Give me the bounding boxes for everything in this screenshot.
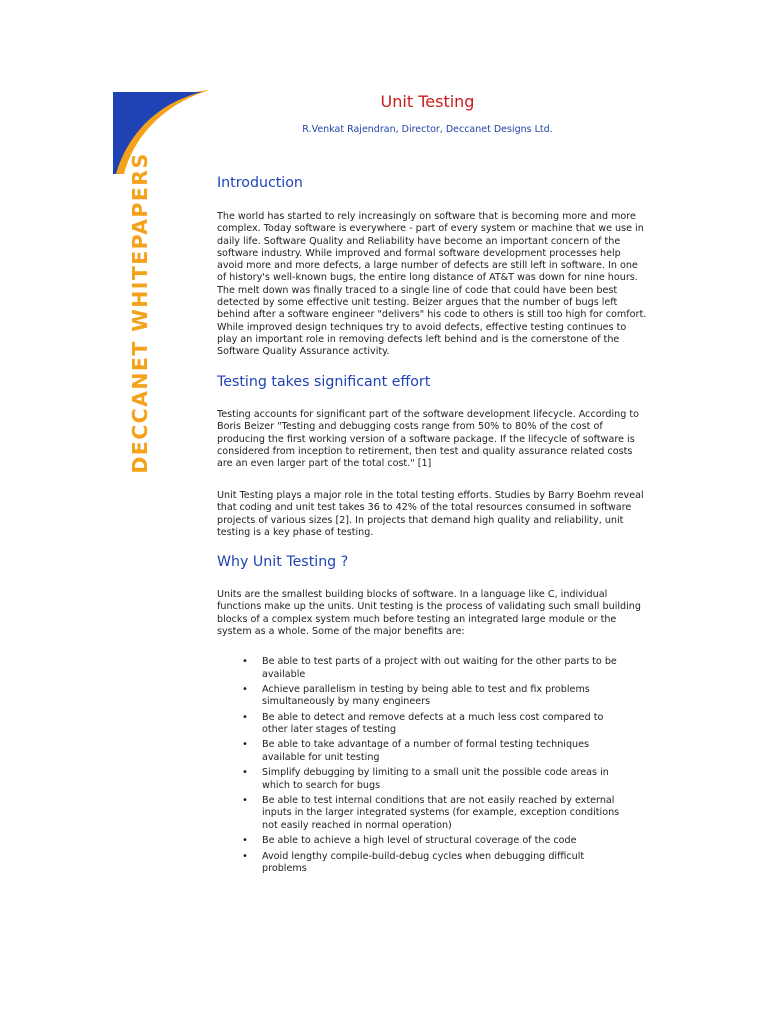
bullet-icon: • <box>242 656 248 667</box>
paragraph-why-unit-testing: Units are the smallest building blocks of software. In a language like C, individual functions make up the units. Unit testing is the process of validating such small building blocks of a complex system much before testing an integrated large module or the system as a whole. Some of the major benefits are: <box>217 589 641 637</box>
list-item-text: Be able to detect and remove defects at a much less cost compared to other later stages of testing <box>262 711 604 736</box>
heading-introduction: Introduction <box>217 175 303 191</box>
bullet-icon: • <box>242 683 248 695</box>
list-item-text: Avoid lengthy compile-build-debug cycles when debugging difficult problems <box>262 850 585 875</box>
list-item <box>217 684 627 709</box>
bullet-icon: • <box>242 850 248 862</box>
benefits-list <box>217 656 627 878</box>
list-item <box>217 835 627 848</box>
bullet-icon: • <box>242 739 248 751</box>
heading-testing-effort: Testing takes significant effort <box>217 374 431 390</box>
list-item <box>217 767 627 792</box>
list-item-text: Be able to take advantage of a number of formal testing techniques available for unit testing <box>262 739 590 763</box>
bullet-icon: • <box>242 794 248 806</box>
paragraph-introduction: The world has started to rely increasingly on software that is becoming more and more complex. Today software is everywhere - part of every system or machine that we use in daily life. Software Quality and Reliability have become an important concern of the software industry. While improved and formal software development processes help avoid more and more defects, a large number of defects are still left in software. In one of history's well-known bugs, the entire long distance of AT&T was down for nine hours. The melt down was finally traced to a single line of code that could have been best detected by some effective unit testing. Beizer argues that the number of bugs left behind after a software engineer "delivers" his code to others is still too high for comfort. While improved design techniques try to avoid defects, effective testing continues to play an important role in removing defects left behind and is the cornerstone of the Software Quality Assurance activity. <box>217 211 647 358</box>
list-item <box>217 712 627 737</box>
heading-why-unit-testing: Why Unit Testing ? <box>217 554 349 570</box>
list-item-text: Be able to test internal conditions that are not easily reached by external inputs in the larger integrated systems (for example, exception conditions not easily reached in normal operation) <box>262 794 620 831</box>
list-item-text: Achieve parallelism in testing by being able to test and fix problems simultaneously by many engineers <box>262 683 590 708</box>
list-item <box>217 795 627 833</box>
side-brand-text: DECCANET WHITEPAPERS <box>128 152 152 474</box>
paragraph-testing-effort-2: Unit Testing plays a major role in the total testing efforts. Studies by Barry Boehm reveal that coding and unit test takes 36 to 42% of the total resources consumed in software projects of various sizes [2]. In projects that demand high quality and reliability, unit testing is a key phase of testing. <box>217 490 644 538</box>
list-item-text: Be able to test parts of a project with out waiting for the other parts to be available <box>262 656 617 680</box>
bullet-icon: • <box>242 711 248 723</box>
paragraph-testing-effort-1: Testing accounts for significant part of the software development lifecycle. According to Boris Beizer "Testing and debugging costs range from 50% to 80% of the cost of producing the first working version of a software package. If the lifecycle of software is considered from inception to retirement, then test and quality assurance related costs are an even larger part of the total cost." [1] <box>217 409 639 470</box>
list-item-text: Simplify debugging by limiting to a small unit the possible code areas in which to search for bugs <box>262 767 609 791</box>
document-title: Unit Testing <box>380 92 475 111</box>
list-item <box>217 656 627 681</box>
list-item <box>217 851 627 876</box>
author-line: R.Venkat Rajendran, Director, Deccanet Designs Ltd. <box>302 124 553 135</box>
bullet-icon: • <box>242 767 248 779</box>
bullet-icon: • <box>242 835 248 847</box>
list-item-text: Be able to achieve a high level of structural coverage of the code <box>262 835 577 847</box>
list-item <box>217 739 627 764</box>
